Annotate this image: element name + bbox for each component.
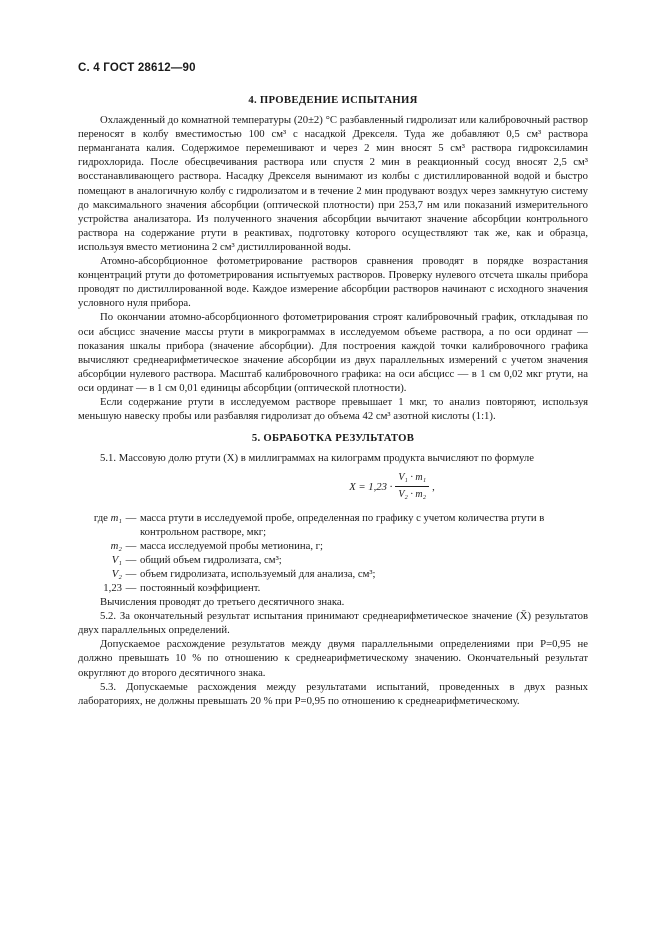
definition-dash: — bbox=[125, 582, 137, 594]
definition-text: общий объем гидролизата, см³; bbox=[140, 553, 282, 566]
mass-fraction-formula bbox=[196, 471, 588, 502]
formula-lhs: X = 1,23 · bbox=[349, 480, 393, 493]
formula-definitions bbox=[78, 511, 588, 596]
formula-fraction bbox=[395, 471, 429, 502]
definition-row bbox=[78, 581, 588, 595]
definition-symbol bbox=[78, 511, 122, 539]
where-label: где bbox=[93, 511, 108, 524]
definition-dash: — bbox=[125, 511, 137, 524]
formula-denominator: V₂ · m₂ bbox=[398, 489, 427, 501]
clause-5-2: 5.2. За окончательный результат испытания принимают среднеарифметическое значение (X̄) результатов двух параллельных определений. bbox=[78, 610, 588, 637]
definition-row bbox=[78, 553, 588, 567]
formula-tail: , bbox=[432, 480, 435, 493]
definition-text: масса ртути в исследуемой пробе, определенная по графику с учетом количества ртути в контрольном растворе, мкг; bbox=[140, 511, 545, 538]
formula-numerator: V₁ · m₁ bbox=[395, 471, 429, 487]
section-4-paragraph-2: Атомно-абсорбционное фотометрирование растворов сравнения проводят в порядке возрастания концентраций ртути до фотометрирования испытуемых растворов. Проверку нулевого отсчета шкалы прибора проводят по дистиллированной воде. Каждое измерение абсорбции растворов начинают с исходного значения условного нуля прибора. bbox=[78, 255, 588, 310]
section-4-paragraph-1: Охлажденный до комнатной температуры (20±2) °С разбавленный гидролизат или калибровочный раствор переносят в колбу вместимостью 100 см³ с насадкой Дрекселя. Туда же добавляют 0,5 см³ раствора перманганата калия. Содержимое перемешивают и через 2 мин вносят 5 см³ раствора гидроксиламин гидрохлорида. После обесцвечивания раствора или спустя 2 мин в реакционный сосуд вносят 2,5 см³ восстанавливающего раствора. Насадку Дрекселя вынимают из колбы с дистиллированной водой и быстро помещают в аналогичную колбу с гидролизатом и в течение 2 мин продувают воздух через замкнутую систему до максимального значения абсорбции (оптической плотности) при 253,7 нм или показаний измерительного устройства анализатора. Из полученного значения абсорбции вычитают значение абсорбции контрольного раствора на содержание ртути в реактивах, подготовку которого осуществляют так же, как и образца, используя вместо метионина 2 см³ дистиллированной воды. bbox=[78, 114, 588, 253]
definition-dash: — bbox=[125, 553, 137, 566]
calculation-precision-note: Вычисления проводят до третьего десятичного знака. bbox=[100, 596, 345, 609]
definition-row bbox=[78, 511, 588, 539]
symbol-coefficient: 1,23 bbox=[103, 582, 122, 594]
document-body bbox=[78, 90, 588, 708]
section-4-title: 4. ПРОВЕДЕНИЕ ИСПЫТАНИЯ bbox=[248, 94, 418, 106]
definition-row bbox=[78, 567, 588, 581]
section-5-title: 5. ОБРАБОТКА РЕЗУЛЬТАТОВ bbox=[251, 432, 415, 445]
section-4-paragraph-3: По окончании атомно-абсорбционного фотометрирования строят калибровочный график, откладывая по оси абсцисс значение массы ртути в микрограммах в исследуемом объеме раствора, а по оси ординат — показания шкалы прибора (значение абсорбции). Для построения каждой точки калибровочного графика вычисляют среднеарифметическое значение абсорбции из двух параллельных измерений с учетом значения абсорбции нулевого раствора. Масштаб калибровочного графика: на оси абсцисс — в 1 см 0,02 мкг ртути, на оси ординат — в 1 см 0,01 единицы абсорбции (оптической плотности). bbox=[78, 311, 588, 394]
definition-symbol bbox=[78, 567, 122, 581]
symbol-v1: V₁ bbox=[111, 553, 122, 566]
clause-5-1: 5.1. Массовую долю ртути (X) в миллиграммах на килограмм продукта вычисляют по формуле bbox=[100, 452, 534, 465]
definition-dash: — bbox=[125, 567, 137, 580]
definition-symbol bbox=[78, 539, 122, 553]
symbol-v2: V₂ bbox=[111, 567, 122, 580]
page-header: С. 4 ГОСТ 28612—90 bbox=[78, 62, 196, 74]
symbol-m1: m₁ bbox=[110, 511, 122, 524]
symbol-m2: m₂ bbox=[110, 539, 122, 552]
definition-row bbox=[78, 539, 588, 553]
definition-text: постоянный коэффициент. bbox=[140, 582, 261, 594]
section-4-paragraph-4: Если содержание ртути в исследуемом растворе превышает 1 мкг, то анализ повторяют, используя меньшую навеску пробы или разбавляя гидролизат до объема 42 см³ азотной кислоты (1:1). bbox=[78, 395, 588, 423]
definition-symbol bbox=[78, 581, 122, 595]
definition-dash: — bbox=[125, 539, 137, 552]
definition-text: объем гидролизата, используемый для анализа, см³; bbox=[140, 567, 376, 580]
definition-symbol bbox=[78, 553, 122, 567]
definition-text: масса исследуемой пробы метионина, г; bbox=[140, 539, 324, 552]
clause-5-3: 5.3. Допускаемые расхождения между результатами испытаний, проведенных в двух разных лабораториях, не должны превышать 20 % при P=0,95 по отношению к среднеарифметическому. bbox=[78, 680, 588, 707]
clause-5-2-tolerance: Допускаемое расхождение результатов между двумя параллельными определениями при P=0,95 не должно превышать 10 % по отношению к среднеарифметическому значению. Окончательный результат округляют до второго десятичного знака. bbox=[78, 638, 588, 679]
